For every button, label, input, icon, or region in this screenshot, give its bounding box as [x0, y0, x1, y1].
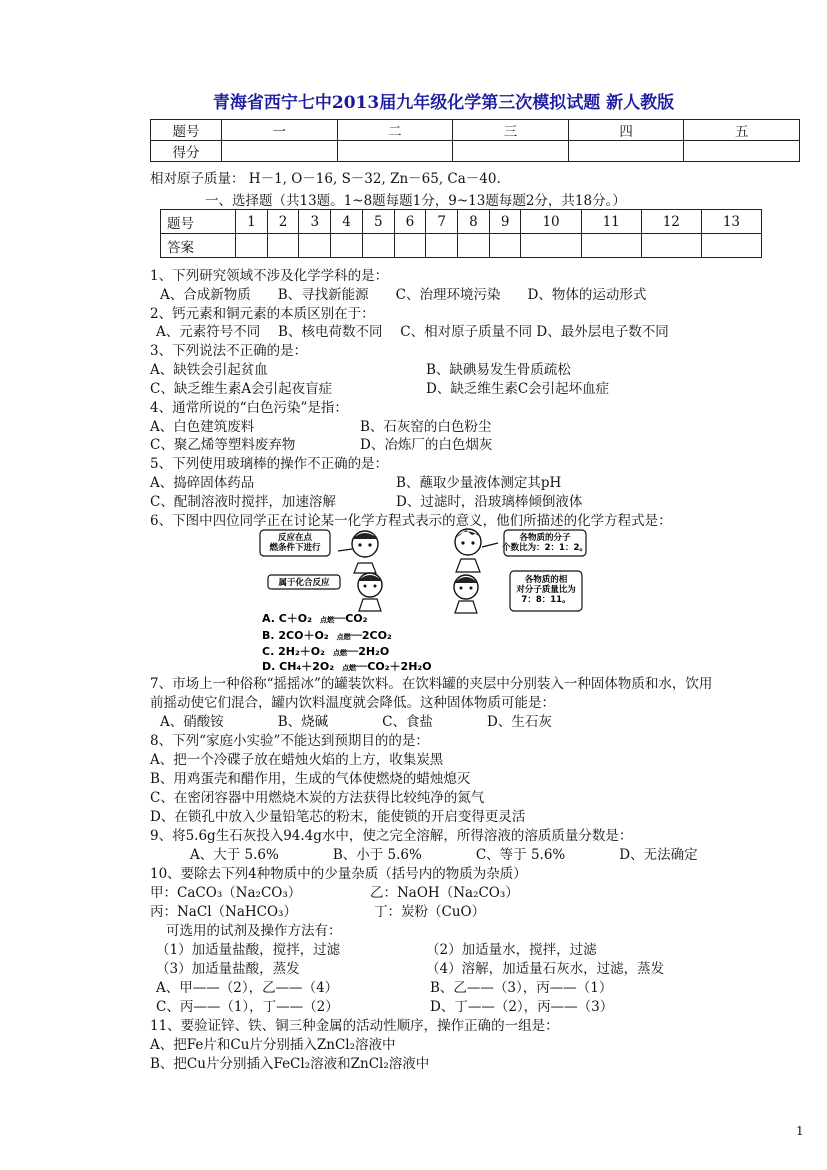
item-ding: 丁：炭粉（CuO） — [374, 904, 486, 920]
question-1: 1、下列研究领域不涉及化学学科的是： — [150, 268, 389, 284]
table-cell: 二 — [337, 120, 453, 141]
option-b: B、蘸取少量液体测定其pH — [396, 475, 562, 491]
option-b: B、用鸡蛋壳和醋作用，生成的气体使燃烧的蜡烛熄灭 — [150, 771, 471, 787]
question-3: 3、下列说法不正确的是： — [150, 343, 308, 359]
table-row — [151, 141, 800, 162]
table-cell: 7 — [426, 210, 458, 234]
student-icon — [455, 529, 498, 572]
score-table — [150, 119, 800, 162]
score-cell[interactable] — [453, 141, 569, 162]
table-cell: 答案 — [161, 234, 236, 258]
method-1: （1）加适量盐酸，搅拌，过滤 — [156, 942, 341, 958]
table-cell: 6 — [394, 210, 426, 234]
answer-cell[interactable] — [521, 234, 581, 258]
table-cell: 9 — [489, 210, 521, 234]
option-b: B、石灰窑的白色粉尘 — [360, 419, 492, 435]
option-a: A、把一个冷碟子放在蜡烛火焰的上方，收集炭黑 — [150, 752, 444, 768]
option-a: A、捣碎固体药品 — [150, 475, 255, 491]
answer-cell[interactable] — [267, 234, 299, 258]
table-cell: 三 — [453, 120, 569, 141]
question-1-options: A、合成新物质 B、寻找新能源 C、治理环境污染 D、物体的运动形式 — [160, 287, 647, 303]
score-cell[interactable] — [684, 141, 800, 162]
option-d: D、冶炼厂的白色烟灰 — [360, 437, 493, 453]
table-cell: 13 — [701, 210, 761, 234]
answer-cell[interactable] — [362, 234, 394, 258]
option-c: C、缺乏维生素A会引起夜盲症 — [150, 381, 333, 397]
table-cell: 8 — [458, 210, 490, 234]
question-7-cont: 前摇动使它们混合，罐内饮料温度就会降低。这种固体物质可能是： — [150, 695, 555, 711]
score-cell[interactable] — [337, 141, 453, 162]
question-6: 6、下图中四位同学正在讨论某一化学方程式表示的意义，他们所描述的化学方程式是： — [150, 513, 672, 529]
table-cell: 一 — [222, 120, 338, 141]
table-cell: 12 — [641, 210, 701, 234]
answer-cell[interactable] — [236, 234, 268, 258]
item-bing: 丙：NaCl（NaHCO₃） — [150, 904, 297, 920]
section-heading: 一、选择题（共13题。1~8题每题1分，9~13题每题2分，共18分。） — [205, 193, 626, 209]
option-c: C、丙——（1），丁——（2） — [156, 999, 339, 1015]
equation-a: A. C＋O₂ 点燃──CO₂ — [262, 612, 368, 625]
table-cell: 10 — [521, 210, 581, 234]
atomic-mass: 相对原子质量： H－1, O－16, S－32, Zn－65, Ca－40. — [150, 171, 501, 187]
option-b: B、乙——（3），丙——（1） — [430, 980, 613, 996]
question-2: 2、钙元素和铜元素的本质区别在于： — [150, 306, 375, 322]
score-cell[interactable] — [568, 141, 684, 162]
question-7-options: A、硝酸铵 B、烧碱 C、食盐 D、生石灰 — [160, 714, 552, 730]
method-2: （2）加适量水，搅拌，过滤 — [426, 942, 597, 958]
option-d: D、过滤时，沿玻璃棒倾倒液体 — [396, 494, 583, 510]
table-cell: 四 — [568, 120, 684, 141]
table-cell: 五 — [684, 120, 800, 141]
question-7: 7、市场上一种俗称“摇摇冰”的罐装饮料。在饮料罐的夹层中分别装入一种固体物质和水，饮用 — [150, 676, 713, 692]
student-icon — [358, 573, 382, 611]
item-jia: 甲：CaCO₃（Na₂CO₃） — [150, 885, 302, 901]
option-c: C、在密闭容器中用燃烧木炭的方法获得比较纯净的氮气 — [150, 790, 485, 806]
svg-text:各物质的相对分子质量比为7：8：11。: 各物质的相对分子质量比为 7：8：11。 — [516, 575, 576, 605]
option-b: B、把Cu片分别插入FeCl₂溶液和ZnCl₂溶液中 — [150, 1056, 430, 1072]
question-11: 11、要验证锌、铁、铜三种金属的活动性顺序，操作正确的一组是： — [150, 1018, 559, 1034]
table-cell: 题号 — [161, 210, 236, 234]
question-8: 8、下列“家庭小实验”不能达到预期目的的是： — [150, 733, 429, 749]
method-3: （3）加适量盐酸，蒸发 — [156, 961, 300, 977]
option-a: A、白色建筑废料 — [150, 419, 255, 435]
question-6-figure — [258, 527, 588, 672]
answer-cell[interactable] — [331, 234, 363, 258]
answer-cell[interactable] — [426, 234, 458, 258]
table-cell: 1 — [236, 210, 268, 234]
methods-heading: 可选用的试剂及操作方法有： — [166, 923, 342, 939]
option-c: C、配制溶液时搅拌，加速溶解 — [150, 494, 336, 510]
page-number: 1 — [796, 1124, 804, 1138]
table-row — [151, 120, 800, 141]
option-c: C、聚乙烯等塑料废弃物 — [150, 437, 296, 453]
table-cell: 5 — [362, 210, 394, 234]
student-icon — [454, 575, 478, 613]
answer-cell[interactable] — [581, 234, 641, 258]
question-4: 4、通常所说的“白色污染”是指： — [150, 400, 348, 416]
item-yi: 乙：NaOH（Na₂CO₃） — [370, 885, 519, 901]
question-5: 5、下列使用玻璃棒的操作不正确的是： — [150, 456, 389, 472]
answer-cell[interactable] — [299, 234, 331, 258]
option-d: D、在锁孔中放入少量铅笔芯的粉末，能使锁的开启变得更灵活 — [150, 809, 526, 825]
answer-table — [160, 209, 762, 258]
question-2-options: A、元素符号不同 B、核电荷数不同 C、相对原子质量不同 D、最外层电子数不同 — [156, 324, 669, 340]
page-title: 青海省西宁七中2013届九年级化学第三次模拟试题 新人教版 — [212, 93, 675, 113]
equation-c: C. 2H₂＋O₂ 点燃──2H₂O — [262, 645, 390, 658]
question-10: 10、要除去下列4种物质中的少量杂质（括号内的物质为杂质） — [150, 866, 527, 882]
equation-b: B. 2CO＋O₂ 点燃──2CO₂ — [262, 629, 392, 642]
table-cell: 4 — [331, 210, 363, 234]
question-9: 9、将5.6g生石灰投入94.4g水中，使之完全溶解，所得溶液的溶质质量分数是： — [150, 828, 633, 844]
table-row — [161, 210, 762, 234]
table-cell: 2 — [267, 210, 299, 234]
table-row — [161, 234, 762, 258]
option-d: D、丁——（2），丙——（3） — [430, 999, 614, 1015]
svg-text:各物质的分子个数比为：2：1：2。: 各物质的分子个数比为：2：1：2。 — [502, 533, 588, 553]
answer-cell[interactable] — [489, 234, 521, 258]
option-a: A、缺铁会引起贫血 — [150, 362, 268, 378]
table-cell: 11 — [581, 210, 641, 234]
question-9-options: A、大于 5.6% B、小于 5.6% C、等于 5.6% D、无法确定 — [190, 847, 698, 863]
equation-d: D. CH₄＋2O₂ 点燃──CO₂＋2H₂O — [262, 660, 432, 672]
answer-cell[interactable] — [394, 234, 426, 258]
answer-cell[interactable] — [458, 234, 490, 258]
student-icon — [338, 531, 378, 573]
option-d: D、缺乏维生素C会引起坏血症 — [426, 381, 610, 397]
option-a: A、把Fe片和Cu片分别插入ZnCl₂溶液中 — [150, 1037, 396, 1053]
table-cell: 题号 — [151, 120, 222, 141]
table-cell: 3 — [299, 210, 331, 234]
answer-cell[interactable] — [701, 234, 761, 258]
method-4: （4）溶解，加适量石灰水，过滤，蒸发 — [426, 961, 665, 977]
svg-text:属于化合反应: 属于化合反应 — [278, 578, 330, 588]
svg-text:反应在点燃条件下进行: 反应在点燃条件下进行 — [269, 533, 321, 553]
table-cell: 得分 — [151, 141, 222, 162]
score-cell[interactable] — [222, 141, 338, 162]
answer-cell[interactable] — [641, 234, 701, 258]
option-b: B、缺碘易发生骨质疏松 — [426, 362, 571, 378]
option-a: A、甲——（2），乙——（4） — [156, 980, 339, 996]
